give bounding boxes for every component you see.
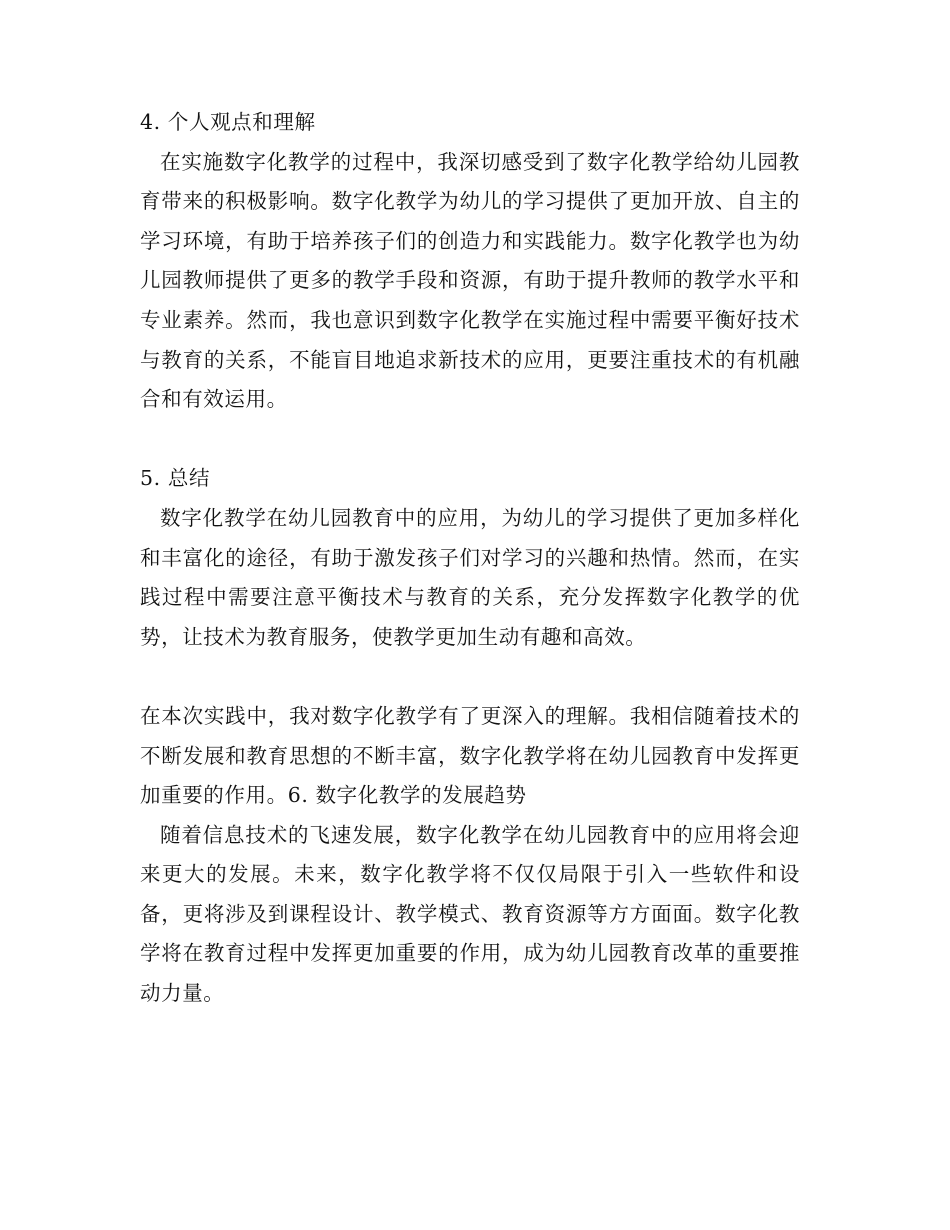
section-4-heading: 4. 个人观点和理解: [140, 110, 316, 134]
closing-paragraph: 在本次实践中，我对数字化教学有了更深入的理解。我相信随着技术的不断发展和教育思想的不断丰富，数字化教学将在幼儿园教育中发挥更加重要的作用。6. 数字化教学的发展趋势: [140, 703, 800, 808]
section-6-paragraph: 随着信息技术的飞速发展，数字化教学在幼儿园教育中的应用将会迎来更大的发展。未来，数字化教学将不仅仅局限于引入一些软件和设备，更将涉及到课程设计、教学模式、教育资源等方方面面。数字化教学将在教育过程中发挥更加重要的作用，成为幼儿园教育改革的重要推动力量。: [140, 822, 800, 1006]
paragraph-gap: [140, 657, 800, 697]
section-5-heading: 5. 总结: [140, 466, 211, 491]
document-page: [140, 103, 800, 1014]
paragraph-gap: [140, 420, 800, 460]
section-5-paragraph: 数字化教学在幼儿园教育中的应用，为幼儿的学习提供了更加多样化和丰富化的途径，有助于激发孩子们对学习的兴趣和热情。然而，在实践过程中需要注意平衡技术与教育的关系，充分发挥数字化教学的优势，让技术为教育服务，使教学更加生动有趣和高效。: [140, 505, 800, 649]
section-4-paragraph: 在实施数字化教学的过程中，我深切感受到了数字化教学给幼儿园教育带来的积极影响。数字化教学为幼儿的学习提供了更加开放、自主的学习环境，有助于培养孩子们的创造力和实践能力。数字化教学也为幼儿园教师提供了更多的教学手段和资源，有助于提升教师的教学水平和专业素养。然而，我也意识到数字化教学在实施过程中需要平衡好技术与教育的关系，不能盲目地追求新技术的应用，更要注重技术的有机融合和有效运用。: [140, 149, 800, 412]
